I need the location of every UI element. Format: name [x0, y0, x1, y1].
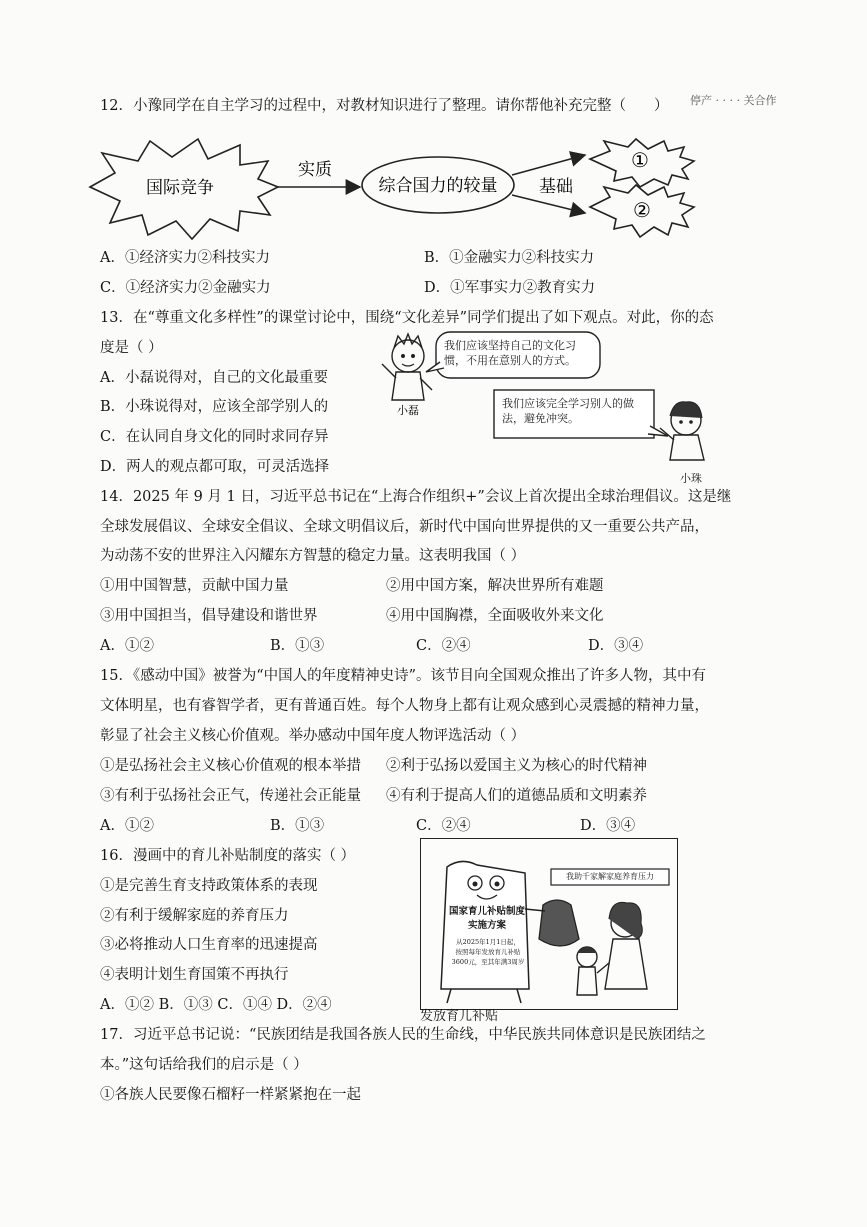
name-xiaolei: 小磊: [397, 404, 419, 417]
q12-arrow1-label: 实质: [298, 160, 332, 180]
q12-right2: ②: [633, 198, 651, 222]
q15-stem-line2: 文体明星，也有睿智学者，更有普通百姓。每个人物身上都有让观众感到心灵震撼的精神力量，: [100, 698, 709, 714]
q14-item-4: ④用中国胸襟，全面吸收外来文化: [386, 608, 604, 624]
q15-option-d: D．③④: [580, 818, 636, 834]
q13-option-a: A．小磊说得对，自己的文化最重要: [100, 370, 328, 386]
q12-center-label: 综合国力的较量: [378, 176, 498, 196]
q14-item-2: ②用中国方案，解决世界所有难题: [386, 578, 604, 594]
q14-item-1: ①用中国智慧，贡献中国力量: [100, 578, 289, 594]
q15-stem-line3: 彰显了社会主义核心价值观。举办感动中国年度人物评选活动（ ）: [100, 728, 526, 744]
q15-item-4: ④有利于提高人们的道德品质和文明素养: [386, 788, 647, 804]
cartoon-doc-body2: 按照每年发放育儿补贴: [455, 948, 521, 956]
name-xiaozhu: 小珠: [680, 472, 702, 485]
q15-item-1: ①是弘扬社会主义核心价值观的根本举措: [100, 758, 361, 774]
q14-stem-line1: 14．2025 年 9 月 1 日，习近平总书记在“上海合作组织+”会议上首次提出全球治理倡议。这是继: [100, 489, 732, 505]
q12-option-a: A．①经济实力②科技实力: [100, 250, 270, 266]
q12-left-label: 国际竞争: [146, 178, 214, 198]
boy-xiaolei-figure: [382, 334, 432, 400]
q16-stem: 16．漫画中的育儿补贴制度的落实（ ）: [100, 848, 356, 864]
q15-option-b: B．①③: [270, 818, 325, 834]
cartoon-banner-text: 我助千家解家庭养育压力: [566, 872, 654, 881]
q12-arrow2-label: 基础: [539, 177, 573, 197]
mother-figure: [605, 902, 647, 989]
q13-stem-line2: 度是（ ）: [100, 340, 163, 356]
q13-cartoon: [378, 328, 718, 468]
cartoon-doc-title1: 国家育儿补贴制度: [448, 906, 525, 917]
girl-xiaozhu-figure: [660, 402, 704, 460]
q16-cartoon-frame: [420, 838, 678, 1010]
q15-item-3: ③有利于弘扬社会正气，传递社会正能量: [100, 788, 361, 804]
q12-option-c: C．①经济实力②金融实力: [100, 280, 271, 296]
q13-option-c: C．在认同自身文化的同时求同存异: [100, 429, 329, 445]
arrow-2a: [512, 155, 585, 175]
q12-diagram: [80, 135, 840, 245]
q12-stem-tail: ）: [653, 98, 669, 114]
q13-stem-line1: 13．在“尊重文化多样性”的课堂讨论中，围绕“文化差异”同学们提出了如下观点。对此，你的态: [100, 310, 714, 326]
q14-option-d: D．③④: [588, 638, 644, 654]
q15-option-a: A．①②: [100, 818, 154, 834]
q14-option-b: B．①③: [270, 638, 325, 654]
q15-item-2: ②利于弘扬以爱国主义为核心的时代精神: [386, 758, 647, 774]
cartoon-doc-title2: 实施方案: [467, 920, 506, 931]
q16-item-3: ③必将推动人口生育率的迅速提高: [100, 937, 318, 953]
money-bag-icon: [539, 900, 579, 946]
scan-bleed-through: 停产 · · · · 关合作: [690, 94, 777, 107]
q16-item-1: ①是完善生育支持政策体系的表现: [100, 878, 318, 894]
bubble1-text: 我们应该坚持自己的文化习惯，不用在意别人的方式。: [444, 339, 576, 367]
q17-stem-line2: 本。”这句话给我们的启示是（ ）: [100, 1057, 308, 1073]
q12-stem: [100, 97, 668, 115]
child-figure: [577, 947, 609, 995]
q17-item-1: ①各族人民要像石榴籽一样紧紧抱在一起: [100, 1087, 361, 1103]
q14-stem-line2: 全球发展倡议、全球安全倡议、全球文明倡议后，新时代中国向世界提供的又一重要公共产品，: [100, 519, 709, 535]
q14-option-c: C．②④: [416, 638, 471, 654]
bubble2-text: 我们应该完全学习别人的做法，避免冲突。: [502, 397, 634, 425]
q15-option-c: C．②④: [416, 818, 471, 834]
cartoon-doc-body1: 从2025年1月1日起，: [456, 938, 520, 946]
q14-option-a: A．①②: [100, 638, 154, 654]
q15-stem-line1: 15．《感动中国》被誉为“中国人的年度精神史诗”。该节目向全国观众推出了许多人物，其中有: [100, 668, 707, 684]
q16-item-4: ④表明计划生育国策不再执行: [100, 967, 289, 983]
q12-option-b: B．①金融实力②科技实力: [424, 250, 595, 266]
q12-right1: ①: [631, 148, 649, 172]
cartoon-caption: 发放育儿补贴: [420, 1009, 499, 1024]
q12-stem-text: 12．小豫同学在自主学习的过程中，对教材知识进行了整理。请你帮他补充完整（: [100, 98, 626, 114]
arrow-2b: [512, 195, 585, 213]
q12-option-d: D．①军事实力②教育实力: [424, 280, 596, 296]
q17-stem-line1: 17．习近平总书记说：“民族团结是我国各族人民的生命线，中华民族共同体意识是民族团结之: [100, 1027, 706, 1043]
q13-option-b: B．小珠说得对，应该全部学别人的: [100, 399, 329, 415]
q14-item-3: ③用中国担当，倡导建设和谐世界: [100, 608, 318, 624]
q13-option-d: D．两人的观点都可取，可灵活选择: [100, 459, 330, 475]
q16-item-2: ②有利于缓解家庭的养育压力: [100, 908, 289, 924]
q16-options: A．①② B．①③ C．①④ D．②④: [100, 997, 332, 1013]
cartoon-doc-body3: 3600元，至其年满3周岁: [451, 958, 525, 966]
q14-stem-line3: 为动荡不安的世界注入闪耀东方智慧的稳定力量。这表明我国（ ）: [100, 548, 526, 564]
